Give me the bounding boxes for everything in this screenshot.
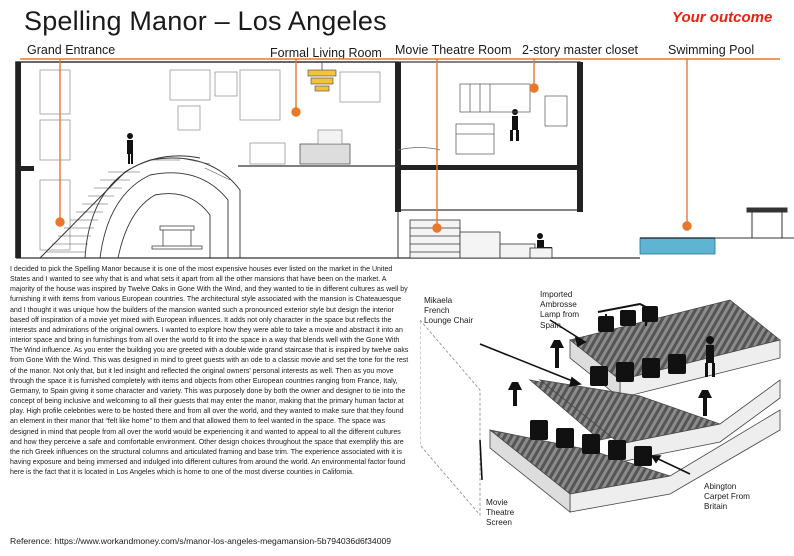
essay-text: I decided to pick the Spelling Manor because it is one of the most expensive houses ever listed on the market in the United States and I wanted to see why that is and what sets it apart from all the other mansions that have been on the market. A majority of the house was inspired by Twelve Oaks in Gone With the Wind, and they wanted to tie in different cultures as well by furnishing it with items from various European countries. The architectural style associated with the mansion is Chateauesque and I thought it was unique how the builders of the mansion wanted such a pronounced exterior style but design the interior based off inspiration of a movie yet mixed with European influences. It adds not only character in the space but reflects the interests and admirations of the original owners. I wanted to explore how they were able to take a movie and abstract it into an interior space and bring in furnishings from all over the world to fit into the space in a way that blends well with the Gone With The Wind influence. As you enter the building you are greeted with a double wide grand staircase that is inspired by twelve oaks from Gone With the Wind. This was designed in mind to greet guests with an ode to a classic movie and set the tone for the rest of the manor. Not only that, but it led insight and reflected the original owners' personal interests as well. Then as you move through the space it is furnished completely with items and objects from other European countries ranging from France, Italy, Germany, to Spain giving it some character and variety. This was purposely done by both the owner and designer to tie into the concept of being inclusive and welcoming to all their guests that may enter the manor, making that the primary human factor at play. High profile celebrities were to be hosted there and from all over the world, and they wanted to make sure that they found an element in their manor that “felt like home” to them and that allowed them to feel wanted in the space. The space was designed in mind that people from all over the world would be experiencing it and wanted to appeal to all the different cultures and how they perceive a safe and comfortable environment. Other design choices throughout the space that exemplify this are the rich Greek influences on the structural columns and articulated framing and base trim. The experience associated with it is having exposure and being immersed and indulged into different cultures from around the world. An environmental factor found here is the fact that it is located in Los Angeles which is home to one of the most diverse counties in California. xyxy=(10,266,409,477)
label-master-closet: 2-story master closet xyxy=(522,43,639,57)
mansion-section-drawing xyxy=(0,0,794,265)
person-seated-icon xyxy=(537,233,552,250)
closet-shelves xyxy=(398,84,567,154)
page-title: Spelling Manor – Los Angeles xyxy=(24,6,387,36)
wall-mid xyxy=(395,62,401,212)
entry-table xyxy=(152,226,202,249)
theatre-screen xyxy=(420,320,480,515)
person-icon-2 xyxy=(510,109,519,141)
floor-slab-left xyxy=(16,166,34,171)
label-formal-living-room: Formal Living Room xyxy=(270,46,382,60)
pool-water xyxy=(640,238,715,254)
stair-treads xyxy=(46,158,230,252)
upper-floor xyxy=(238,130,398,166)
annotation-lamp: Imported Ambrosse Lamp from Spain xyxy=(540,290,580,330)
annotation-lounge-chair: Mikaela French Lounge Chair xyxy=(424,296,474,326)
floor-slab-upper xyxy=(396,165,583,170)
annotation-carpet: Abington Carpet From Britain xyxy=(704,482,750,512)
theatre-steps xyxy=(410,220,552,258)
outcome-label: Your outcome xyxy=(672,9,773,26)
grand-staircase xyxy=(85,158,240,258)
label-grand-entrance: Grand Entrance xyxy=(27,43,116,57)
label-movie-theatre-room: Movie Theatre Room xyxy=(395,43,512,57)
wall-right xyxy=(577,62,583,212)
chandelier-icon xyxy=(308,62,336,91)
reference-link[interactable]: Reference: https://www.workandmoney.com/s/manor-los-angeles-megamansion-5b794036d6f34009 xyxy=(10,536,392,546)
theatre-tiers xyxy=(490,300,780,512)
label-swimming-pool: Swimming Pool xyxy=(668,43,755,57)
annotation-screen: Movie Theatre Screen xyxy=(486,498,515,528)
person-icon xyxy=(127,133,133,164)
pool-cabana xyxy=(747,208,787,238)
wall-left xyxy=(16,62,21,258)
